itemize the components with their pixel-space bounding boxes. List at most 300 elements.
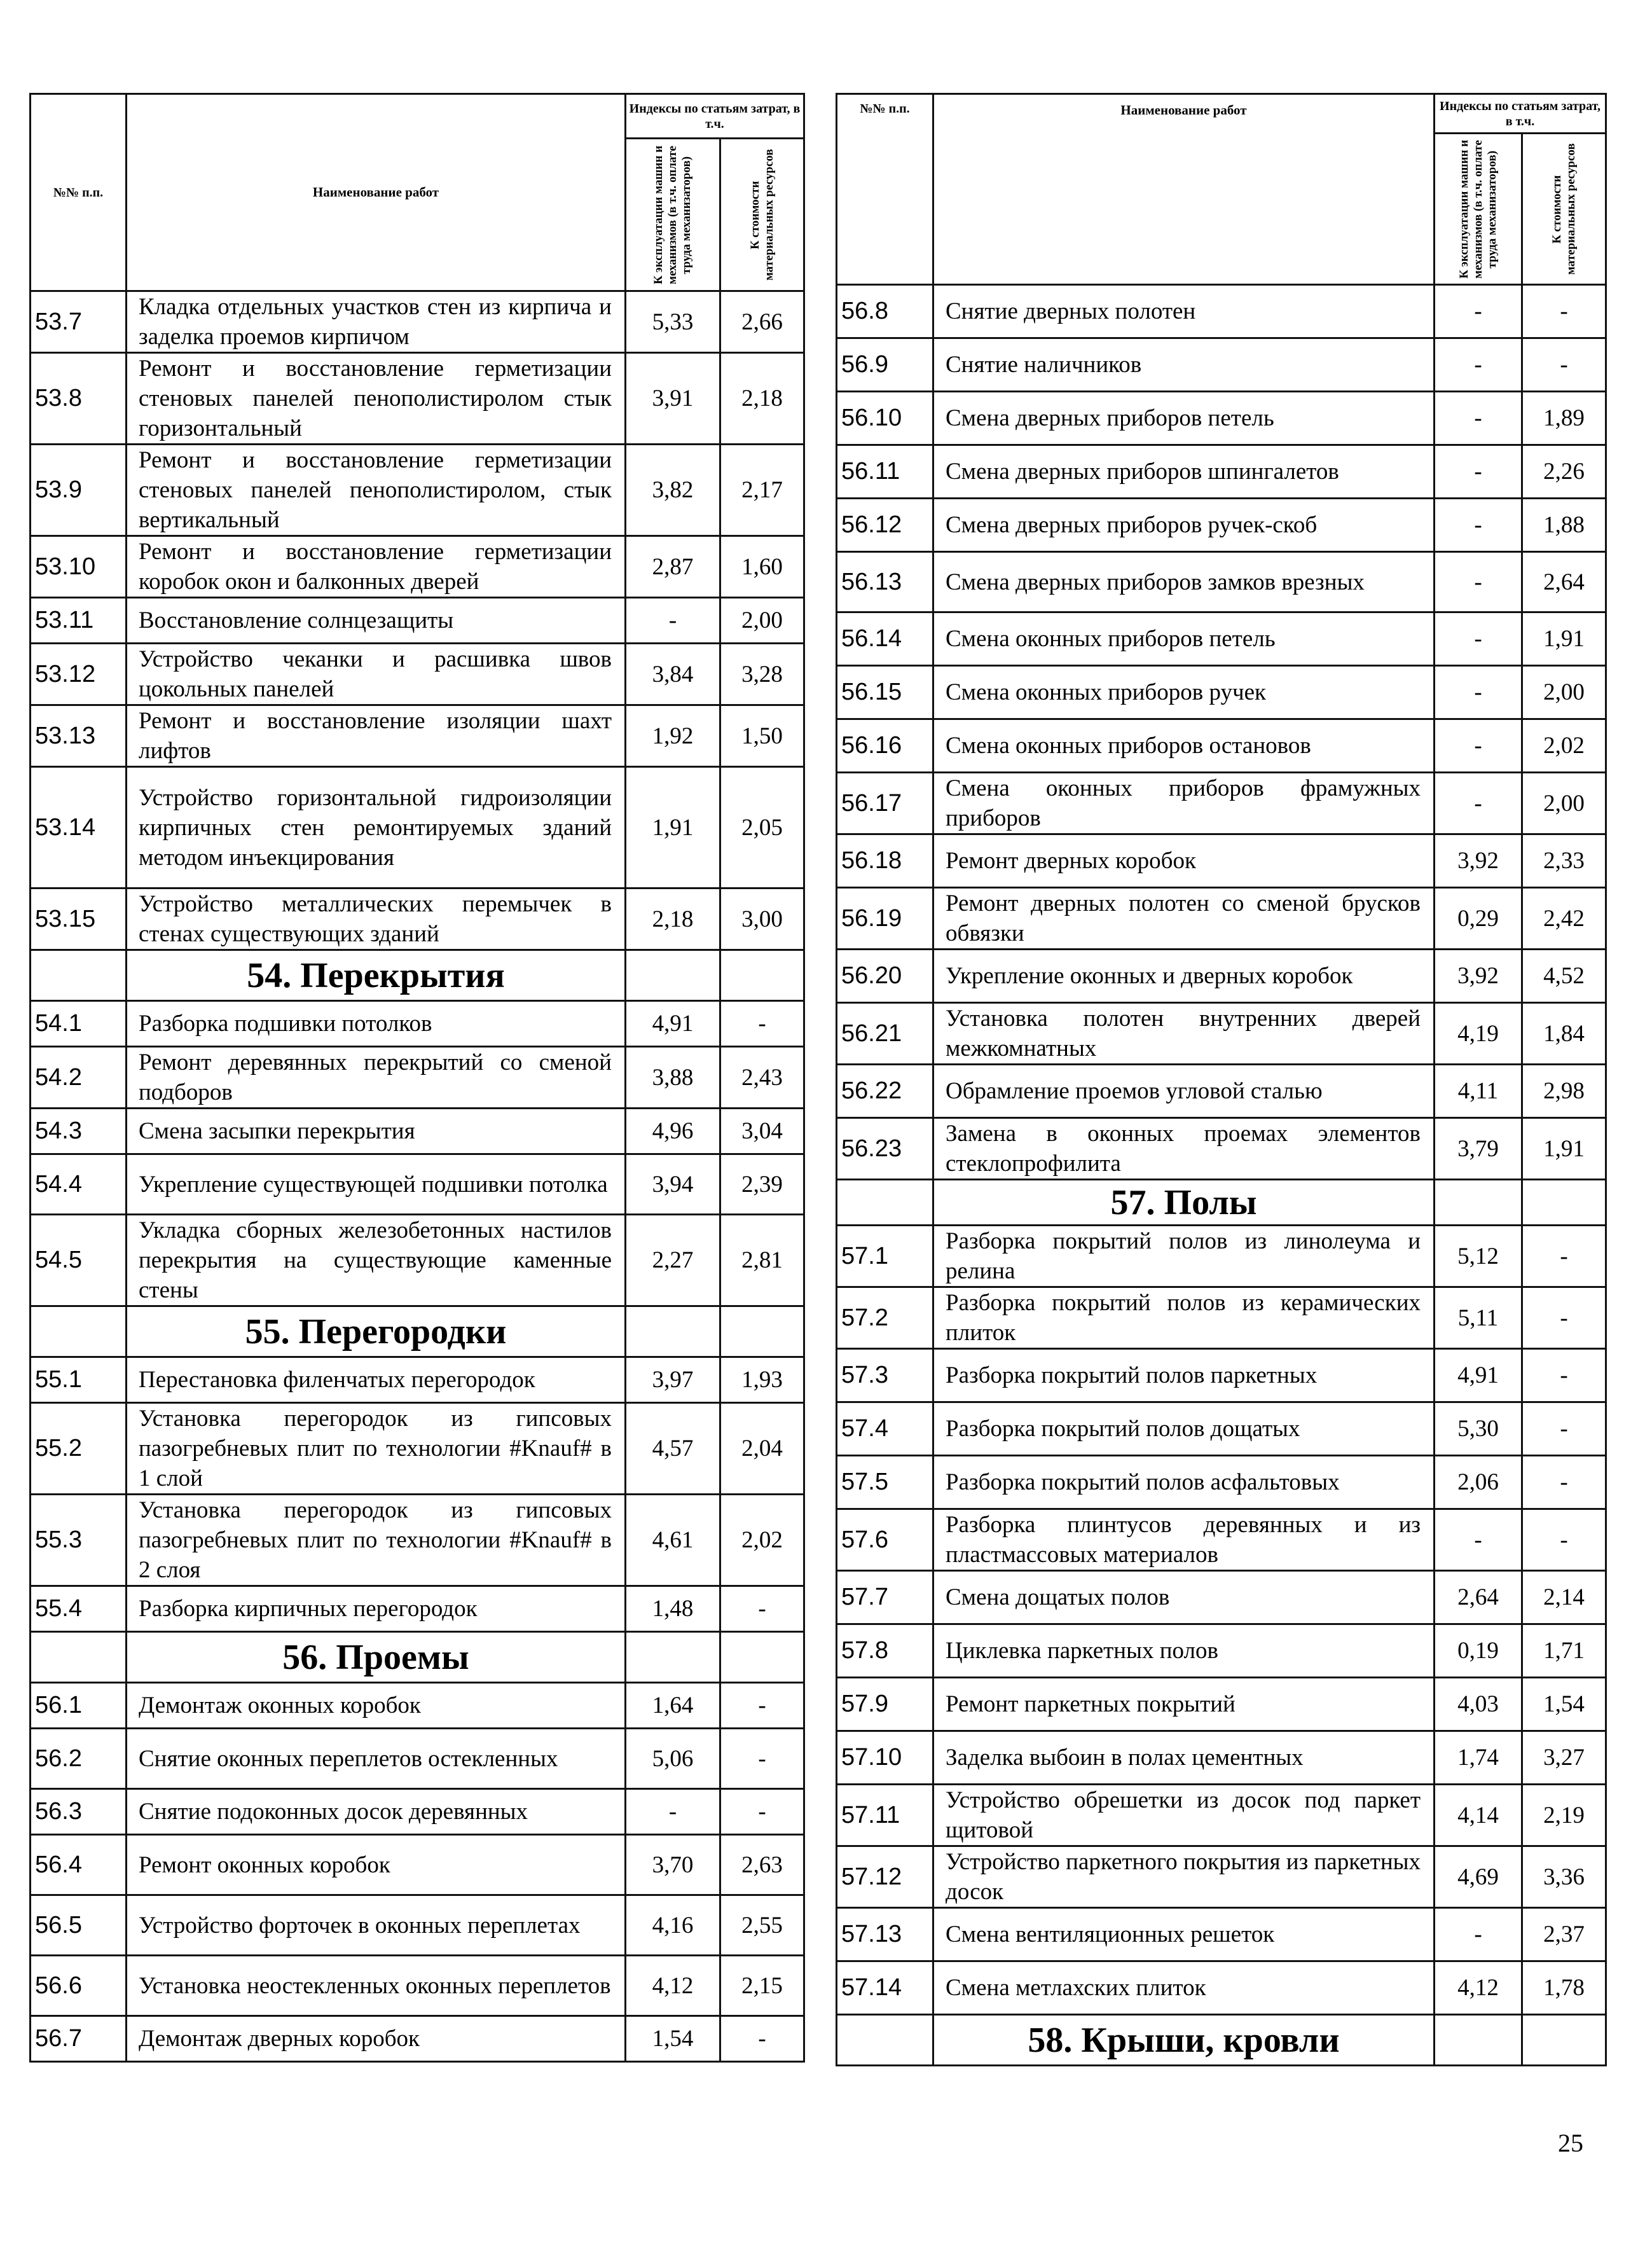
left-table-row [31, 1047, 804, 1109]
item-name: Смена дверных приборов петель [933, 392, 1435, 445]
right-table-row [837, 1571, 1606, 1624]
right-section-heading-row [837, 2015, 1606, 2066]
right-table-row [837, 552, 1606, 612]
index-materials: - [720, 1001, 804, 1047]
index-machines: 1,74 [1435, 1731, 1522, 1785]
index-materials: 2,04 [720, 1403, 804, 1495]
index-machines: - [1435, 1908, 1522, 1961]
right-table-row [837, 1961, 1606, 2015]
index-materials: 2,63 [720, 1835, 804, 1895]
index-machines: 4,11 [1435, 1065, 1522, 1118]
right-table-row [837, 950, 1606, 1003]
item-name: Устройство паркетного покрытия из паркетных досок [933, 1846, 1435, 1908]
left-table-row [31, 1835, 804, 1895]
item-number: 55.4 [31, 1586, 127, 1632]
index-machines: 0,29 [1435, 888, 1522, 950]
section-empty-cell [31, 950, 127, 1001]
index-machines: - [1435, 773, 1522, 834]
item-name: Разборка покрытий полов асфальтовых [933, 1456, 1435, 1509]
item-name: Разборка покрытий полов дощатых [933, 1402, 1435, 1456]
item-name: Снятие подоконных досок деревянных [127, 1789, 626, 1835]
section-empty-cell [837, 1180, 933, 1226]
item-name: Укладка сборных железобетонных настилов перекрытия на существующие каменные стены [127, 1215, 626, 1306]
section-title: 55. Перегородки [127, 1306, 626, 1357]
item-name: Смена дверных приборов шпингалетов [933, 445, 1435, 499]
index-materials: 2,33 [1522, 834, 1606, 888]
index-machines: - [1435, 392, 1522, 445]
index-materials: - [720, 1683, 804, 1729]
item-number: 56.5 [31, 1895, 127, 1956]
index-materials: 1,60 [720, 536, 804, 598]
index-materials: - [1522, 1402, 1606, 1456]
index-materials: 3,04 [720, 1109, 804, 1154]
index-materials: 2,66 [720, 291, 804, 353]
section-empty-cell [31, 1632, 127, 1683]
item-number: 56.4 [31, 1835, 127, 1895]
index-materials: - [1522, 1226, 1606, 1287]
item-name: Демонтаж дверных коробок [127, 2016, 626, 2062]
item-number: 53.13 [31, 705, 127, 767]
index-machines: - [1435, 612, 1522, 666]
section-empty-cell [1522, 1180, 1606, 1226]
item-name: Снятие дверных полотен [933, 285, 1435, 338]
index-materials: 2,81 [720, 1215, 804, 1306]
section-empty-cell [626, 950, 720, 1001]
item-number: 56.17 [837, 773, 933, 834]
index-machines: 2,27 [626, 1215, 720, 1306]
right-table-row [837, 445, 1606, 499]
left-table-row [31, 1683, 804, 1729]
item-name: Установка полотен внутренних дверей межкомнатных [933, 1003, 1435, 1065]
index-materials: 2,17 [720, 445, 804, 536]
left-section-heading-row [31, 1306, 804, 1357]
item-name: Снятие оконных переплетов остекленных [127, 1729, 626, 1789]
index-materials: - [720, 1789, 804, 1835]
left-table-row [31, 445, 804, 536]
item-number: 56.3 [31, 1789, 127, 1835]
item-name: Разборка покрытий полов из керамических плиток [933, 1287, 1435, 1349]
item-number: 53.14 [31, 767, 127, 888]
item-number: 55.3 [31, 1495, 127, 1586]
left-table-row [31, 291, 804, 353]
index-machines: - [1435, 499, 1522, 552]
item-number: 56.22 [837, 1065, 933, 1118]
item-name: Устройство обрешетки из досок под паркет щитовой [933, 1785, 1435, 1846]
right-table-row [837, 499, 1606, 552]
index-machines: 5,11 [1435, 1287, 1522, 1349]
index-machines: 4,03 [1435, 1678, 1522, 1731]
item-number: 53.12 [31, 644, 127, 705]
index-machines: - [1435, 1509, 1522, 1571]
item-number: 56.7 [31, 2016, 127, 2062]
item-name: Смена дверных приборов замков врезных [933, 552, 1435, 612]
right-header-col1: К эксплуатации машин и механизмов (в т.ч. оплате труда механизаторов) [1457, 139, 1499, 279]
left-header-indices: Индексы по статьям затрат, в т.ч. [626, 94, 804, 139]
index-materials: 3,27 [1522, 1731, 1606, 1785]
section-empty-cell [626, 1306, 720, 1357]
item-number: 57.8 [837, 1624, 933, 1678]
item-number: 56.6 [31, 1956, 127, 2016]
index-materials: 2,43 [720, 1047, 804, 1109]
index-machines: 3,84 [626, 644, 720, 705]
left-table-row [31, 1001, 804, 1047]
item-number: 57.6 [837, 1509, 933, 1571]
index-materials: 2,39 [720, 1154, 804, 1215]
index-machines: 3,97 [626, 1357, 720, 1403]
index-machines: 3,70 [626, 1835, 720, 1895]
index-machines: 4,91 [1435, 1349, 1522, 1402]
index-machines: 4,12 [1435, 1961, 1522, 2015]
item-number: 56.16 [837, 719, 933, 773]
index-machines: 3,88 [626, 1047, 720, 1109]
left-table-body [31, 291, 804, 2062]
right-price-index-table [836, 93, 1607, 2066]
item-number: 56.14 [837, 612, 933, 666]
index-machines: 4,19 [1435, 1003, 1522, 1065]
index-materials: 2,42 [1522, 888, 1606, 950]
left-table-row [31, 1789, 804, 1835]
index-machines: 4,69 [1435, 1846, 1522, 1908]
index-materials: - [720, 1586, 804, 1632]
index-machines: 4,91 [626, 1001, 720, 1047]
item-name: Смена вентиляционных решеток [933, 1908, 1435, 1961]
index-materials: 2,19 [1522, 1785, 1606, 1846]
index-materials: 3,00 [720, 888, 804, 950]
item-number: 56.12 [837, 499, 933, 552]
index-machines: 3,92 [1435, 950, 1522, 1003]
index-machines: - [1435, 719, 1522, 773]
right-table-row [837, 666, 1606, 719]
index-materials: 2,55 [720, 1895, 804, 1956]
index-machines: 3,82 [626, 445, 720, 536]
item-number: 57.7 [837, 1571, 933, 1624]
item-number: 54.2 [31, 1047, 127, 1109]
index-materials: 2,14 [1522, 1571, 1606, 1624]
item-name: Ремонт и восстановление герметизации стеновых панелей пенополистиролом стык горизонтальный [127, 353, 626, 445]
item-number: 57.13 [837, 1908, 933, 1961]
item-number: 54.3 [31, 1109, 127, 1154]
index-machines: 5,06 [626, 1729, 720, 1789]
left-table-row [31, 888, 804, 950]
index-machines: - [1435, 338, 1522, 392]
item-number: 57.1 [837, 1226, 933, 1287]
left-table-row [31, 1586, 804, 1632]
index-materials: 1,91 [1522, 1118, 1606, 1180]
item-name: Устройство горизонтальной гидроизоляции кирпичных стен ремонтируемых зданий методом инъекцирования [127, 767, 626, 888]
right-table-row [837, 1846, 1606, 1908]
item-number: 57.3 [837, 1349, 933, 1402]
item-name: Разборка покрытий полов из линолеума и релина [933, 1226, 1435, 1287]
index-machines: 2,87 [626, 536, 720, 598]
left-table-row [31, 1495, 804, 1586]
item-number: 53.9 [31, 445, 127, 536]
right-table-row [837, 1731, 1606, 1785]
item-number: 56.23 [837, 1118, 933, 1180]
section-title: 56. Проемы [127, 1632, 626, 1683]
right-header-col2: К стоимости материальных ресурсов [1550, 143, 1578, 275]
index-machines: 1,92 [626, 705, 720, 767]
index-materials: 2,00 [1522, 666, 1606, 719]
item-name: Кладка отдельных участков стен из кирпича и заделка проемов кирпичом [127, 291, 626, 353]
right-table-row [837, 1509, 1606, 1571]
index-materials: 2,00 [720, 598, 804, 644]
item-name: Ремонт дверных полотен со сменой брусков обвязки [933, 888, 1435, 950]
item-number: 57.12 [837, 1846, 933, 1908]
item-number: 56.2 [31, 1729, 127, 1789]
right-table-row [837, 1456, 1606, 1509]
right-section-heading-row [837, 1180, 1606, 1226]
right-table-row [837, 719, 1606, 773]
index-machines: 3,91 [626, 353, 720, 445]
item-name: Смена оконных приборов фрамужных приборов [933, 773, 1435, 834]
index-machines: 1,54 [626, 2016, 720, 2062]
item-number: 57.4 [837, 1402, 933, 1456]
index-materials: 2,15 [720, 1956, 804, 2016]
index-materials: - [1522, 1456, 1606, 1509]
item-number: 53.7 [31, 291, 127, 353]
section-empty-cell [31, 1306, 127, 1357]
index-machines: 5,33 [626, 291, 720, 353]
item-name: Установка перегородок из гипсовых пазогребневых плит по технологии #Knauf# в 2 слоя [127, 1495, 626, 1586]
index-materials: - [720, 2016, 804, 2062]
index-machines: 2,64 [1435, 1571, 1522, 1624]
left-table-row [31, 1215, 804, 1306]
left-header-col2-cell [720, 139, 804, 291]
index-materials: - [1522, 338, 1606, 392]
item-number: 53.11 [31, 598, 127, 644]
item-name: Обрамление проемов угловой сталью [933, 1065, 1435, 1118]
item-name: Разборка кирпичных перегородок [127, 1586, 626, 1632]
item-number: 56.20 [837, 950, 933, 1003]
item-name: Замена в оконных проемах элементов стеклопрофилита [933, 1118, 1435, 1180]
item-name: Разборка подшивки потолков [127, 1001, 626, 1047]
item-name: Смена засыпки перекрытия [127, 1109, 626, 1154]
section-empty-cell [1435, 2015, 1522, 2066]
index-materials: 1,50 [720, 705, 804, 767]
item-number: 55.2 [31, 1403, 127, 1495]
left-price-index-table [29, 93, 805, 2063]
item-name: Циклевка паркетных полов [933, 1624, 1435, 1678]
index-materials: - [720, 1729, 804, 1789]
right-table-row [837, 834, 1606, 888]
item-number: 57.5 [837, 1456, 933, 1509]
item-number: 56.11 [837, 445, 933, 499]
index-materials: - [1522, 1287, 1606, 1349]
item-number: 57.11 [837, 1785, 933, 1846]
item-name: Смена метлахских плиток [933, 1961, 1435, 2015]
item-name: Заделка выбоин в полах цементных [933, 1731, 1435, 1785]
item-name: Ремонт и восстановление герметизации коробок окон и балконных дверей [127, 536, 626, 598]
item-name: Установка неостекленных оконных переплетов [127, 1956, 626, 2016]
index-machines: 1,64 [626, 1683, 720, 1729]
right-table-row [837, 285, 1606, 338]
left-table-row [31, 767, 804, 888]
right-table-row [837, 888, 1606, 950]
section-empty-cell [720, 1632, 804, 1683]
item-number: 57.9 [837, 1678, 933, 1731]
index-materials: 2,64 [1522, 552, 1606, 612]
item-name: Установка перегородок из гипсовых пазогребневых плит по технологии #Knauf# в 1 слой [127, 1403, 626, 1495]
index-materials: 1,89 [1522, 392, 1606, 445]
index-materials: 2,37 [1522, 1908, 1606, 1961]
left-section-heading-row [31, 950, 804, 1001]
right-table-row [837, 1003, 1606, 1065]
index-materials: - [1522, 1349, 1606, 1402]
index-machines: 5,12 [1435, 1226, 1522, 1287]
left-header-row-top [31, 94, 804, 139]
index-machines: 4,16 [626, 1895, 720, 1956]
left-table-row [31, 644, 804, 705]
left-header-col1: К эксплуатации машин и механизмов (в т.ч. оплате труда механизаторов) [652, 145, 693, 284]
item-name: Разборка плинтусов деревянных и из пластмассовых материалов [933, 1509, 1435, 1571]
item-name: Ремонт дверных коробок [933, 834, 1435, 888]
index-materials: 2,02 [1522, 719, 1606, 773]
index-machines: 4,96 [626, 1109, 720, 1154]
right-table-row [837, 1908, 1606, 1961]
item-number: 53.10 [31, 536, 127, 598]
item-number: 56.19 [837, 888, 933, 950]
index-machines: 4,57 [626, 1403, 720, 1495]
item-name: Ремонт и восстановление герметизации стеновых панелей пенополистиролом, стык вертикальный [127, 445, 626, 536]
index-machines: 1,91 [626, 767, 720, 888]
item-number: 53.15 [31, 888, 127, 950]
index-machines: - [1435, 666, 1522, 719]
right-table-row [837, 773, 1606, 834]
right-table-row [837, 612, 1606, 666]
item-number: 56.8 [837, 285, 933, 338]
right-table-row [837, 392, 1606, 445]
index-machines: 2,06 [1435, 1456, 1522, 1509]
right-header-name: Наименование работ [933, 94, 1435, 285]
index-machines: 4,61 [626, 1495, 720, 1586]
item-name: Ремонт паркетных покрытий [933, 1678, 1435, 1731]
index-materials: 3,28 [720, 644, 804, 705]
item-number: 56.10 [837, 392, 933, 445]
item-number: 57.10 [837, 1731, 933, 1785]
index-machines: 3,92 [1435, 834, 1522, 888]
left-table-row [31, 1109, 804, 1154]
item-number: 57.2 [837, 1287, 933, 1349]
item-name: Разборка покрытий полов паркетных [933, 1349, 1435, 1402]
left-table-row [31, 705, 804, 767]
index-materials: 2,02 [720, 1495, 804, 1586]
index-machines: 2,18 [626, 888, 720, 950]
left-table-row [31, 1956, 804, 2016]
left-table-row [31, 353, 804, 445]
right-table-row [837, 1678, 1606, 1731]
item-name: Ремонт оконных коробок [127, 1835, 626, 1895]
right-table-row [837, 1785, 1606, 1846]
right-table-row [837, 1402, 1606, 1456]
right-header-indices: Индексы по статьям затрат, в т.ч. [1435, 94, 1606, 134]
item-name: Укрепление существующей подшивки потолка [127, 1154, 626, 1215]
item-number: 56.9 [837, 338, 933, 392]
right-table-row [837, 1349, 1606, 1402]
index-materials: 1,88 [1522, 499, 1606, 552]
index-machines: 1,48 [626, 1586, 720, 1632]
left-header-col1-cell [626, 139, 720, 291]
left-table-row [31, 598, 804, 644]
right-table-row [837, 1624, 1606, 1678]
section-empty-cell [837, 2015, 933, 2066]
index-materials: 1,93 [720, 1357, 804, 1403]
right-header-col2-cell [1522, 134, 1606, 285]
item-name: Смена дверных приборов ручек-скоб [933, 499, 1435, 552]
right-table-row [837, 338, 1606, 392]
item-number: 56.15 [837, 666, 933, 719]
item-number: 54.5 [31, 1215, 127, 1306]
index-materials: 3,36 [1522, 1846, 1606, 1908]
item-number: 53.8 [31, 353, 127, 445]
index-materials: 2,98 [1522, 1065, 1606, 1118]
right-table-row [837, 1226, 1606, 1287]
left-table-row [31, 536, 804, 598]
section-title: 54. Перекрытия [127, 950, 626, 1001]
left-table-row [31, 1895, 804, 1956]
right-table-body [837, 285, 1606, 2066]
left-table-row [31, 1154, 804, 1215]
section-title: 58. Крыши, кровли [933, 2015, 1435, 2066]
index-materials: 1,71 [1522, 1624, 1606, 1678]
item-name: Смена оконных приборов остановов [933, 719, 1435, 773]
index-materials: 1,54 [1522, 1678, 1606, 1731]
index-machines: - [1435, 285, 1522, 338]
item-name: Устройство форточек в оконных переплетах [127, 1895, 626, 1956]
item-number: 57.14 [837, 1961, 933, 2015]
section-empty-cell [1522, 2015, 1606, 2066]
index-materials: 2,18 [720, 353, 804, 445]
item-number: 56.1 [31, 1683, 127, 1729]
right-header-num: №№ п.п. [837, 94, 933, 285]
left-table-row [31, 1357, 804, 1403]
index-materials: 1,91 [1522, 612, 1606, 666]
item-number: 54.4 [31, 1154, 127, 1215]
left-table-row [31, 2016, 804, 2062]
item-name: Ремонт деревянных перекрытий со сменой подборов [127, 1047, 626, 1109]
left-table-row [31, 1729, 804, 1789]
right-table-row [837, 1065, 1606, 1118]
page-number: 25 [1558, 2129, 1583, 2157]
index-machines: 4,12 [626, 1956, 720, 2016]
item-number: 55.1 [31, 1357, 127, 1403]
section-empty-cell [626, 1632, 720, 1683]
left-section-heading-row [31, 1632, 804, 1683]
item-number: 56.21 [837, 1003, 933, 1065]
item-name: Демонтаж оконных коробок [127, 1683, 626, 1729]
right-table-row [837, 1287, 1606, 1349]
left-table-row [31, 1403, 804, 1495]
section-title: 57. Полы [933, 1180, 1435, 1226]
item-name: Перестановка филенчатых перегородок [127, 1357, 626, 1403]
index-machines: 3,94 [626, 1154, 720, 1215]
item-name: Восстановление солнцезащиты [127, 598, 626, 644]
index-materials: 1,78 [1522, 1961, 1606, 2015]
item-name: Устройство чеканки и расшивка швов цокольных панелей [127, 644, 626, 705]
section-empty-cell [720, 1306, 804, 1357]
item-name: Устройство металлических перемычек в стенах существующих зданий [127, 888, 626, 950]
item-name: Смена оконных приборов петель [933, 612, 1435, 666]
item-name: Снятие наличников [933, 338, 1435, 392]
left-header-name: Наименование работ [127, 94, 626, 291]
item-name: Ремонт и восстановление изоляции шахт лифтов [127, 705, 626, 767]
index-machines: - [1435, 445, 1522, 499]
right-table-row [837, 1118, 1606, 1180]
index-machines: 4,14 [1435, 1785, 1522, 1846]
index-materials: - [1522, 285, 1606, 338]
item-name: Укрепление оконных и дверных коробок [933, 950, 1435, 1003]
index-machines: 0,19 [1435, 1624, 1522, 1678]
index-materials: 1,84 [1522, 1003, 1606, 1065]
